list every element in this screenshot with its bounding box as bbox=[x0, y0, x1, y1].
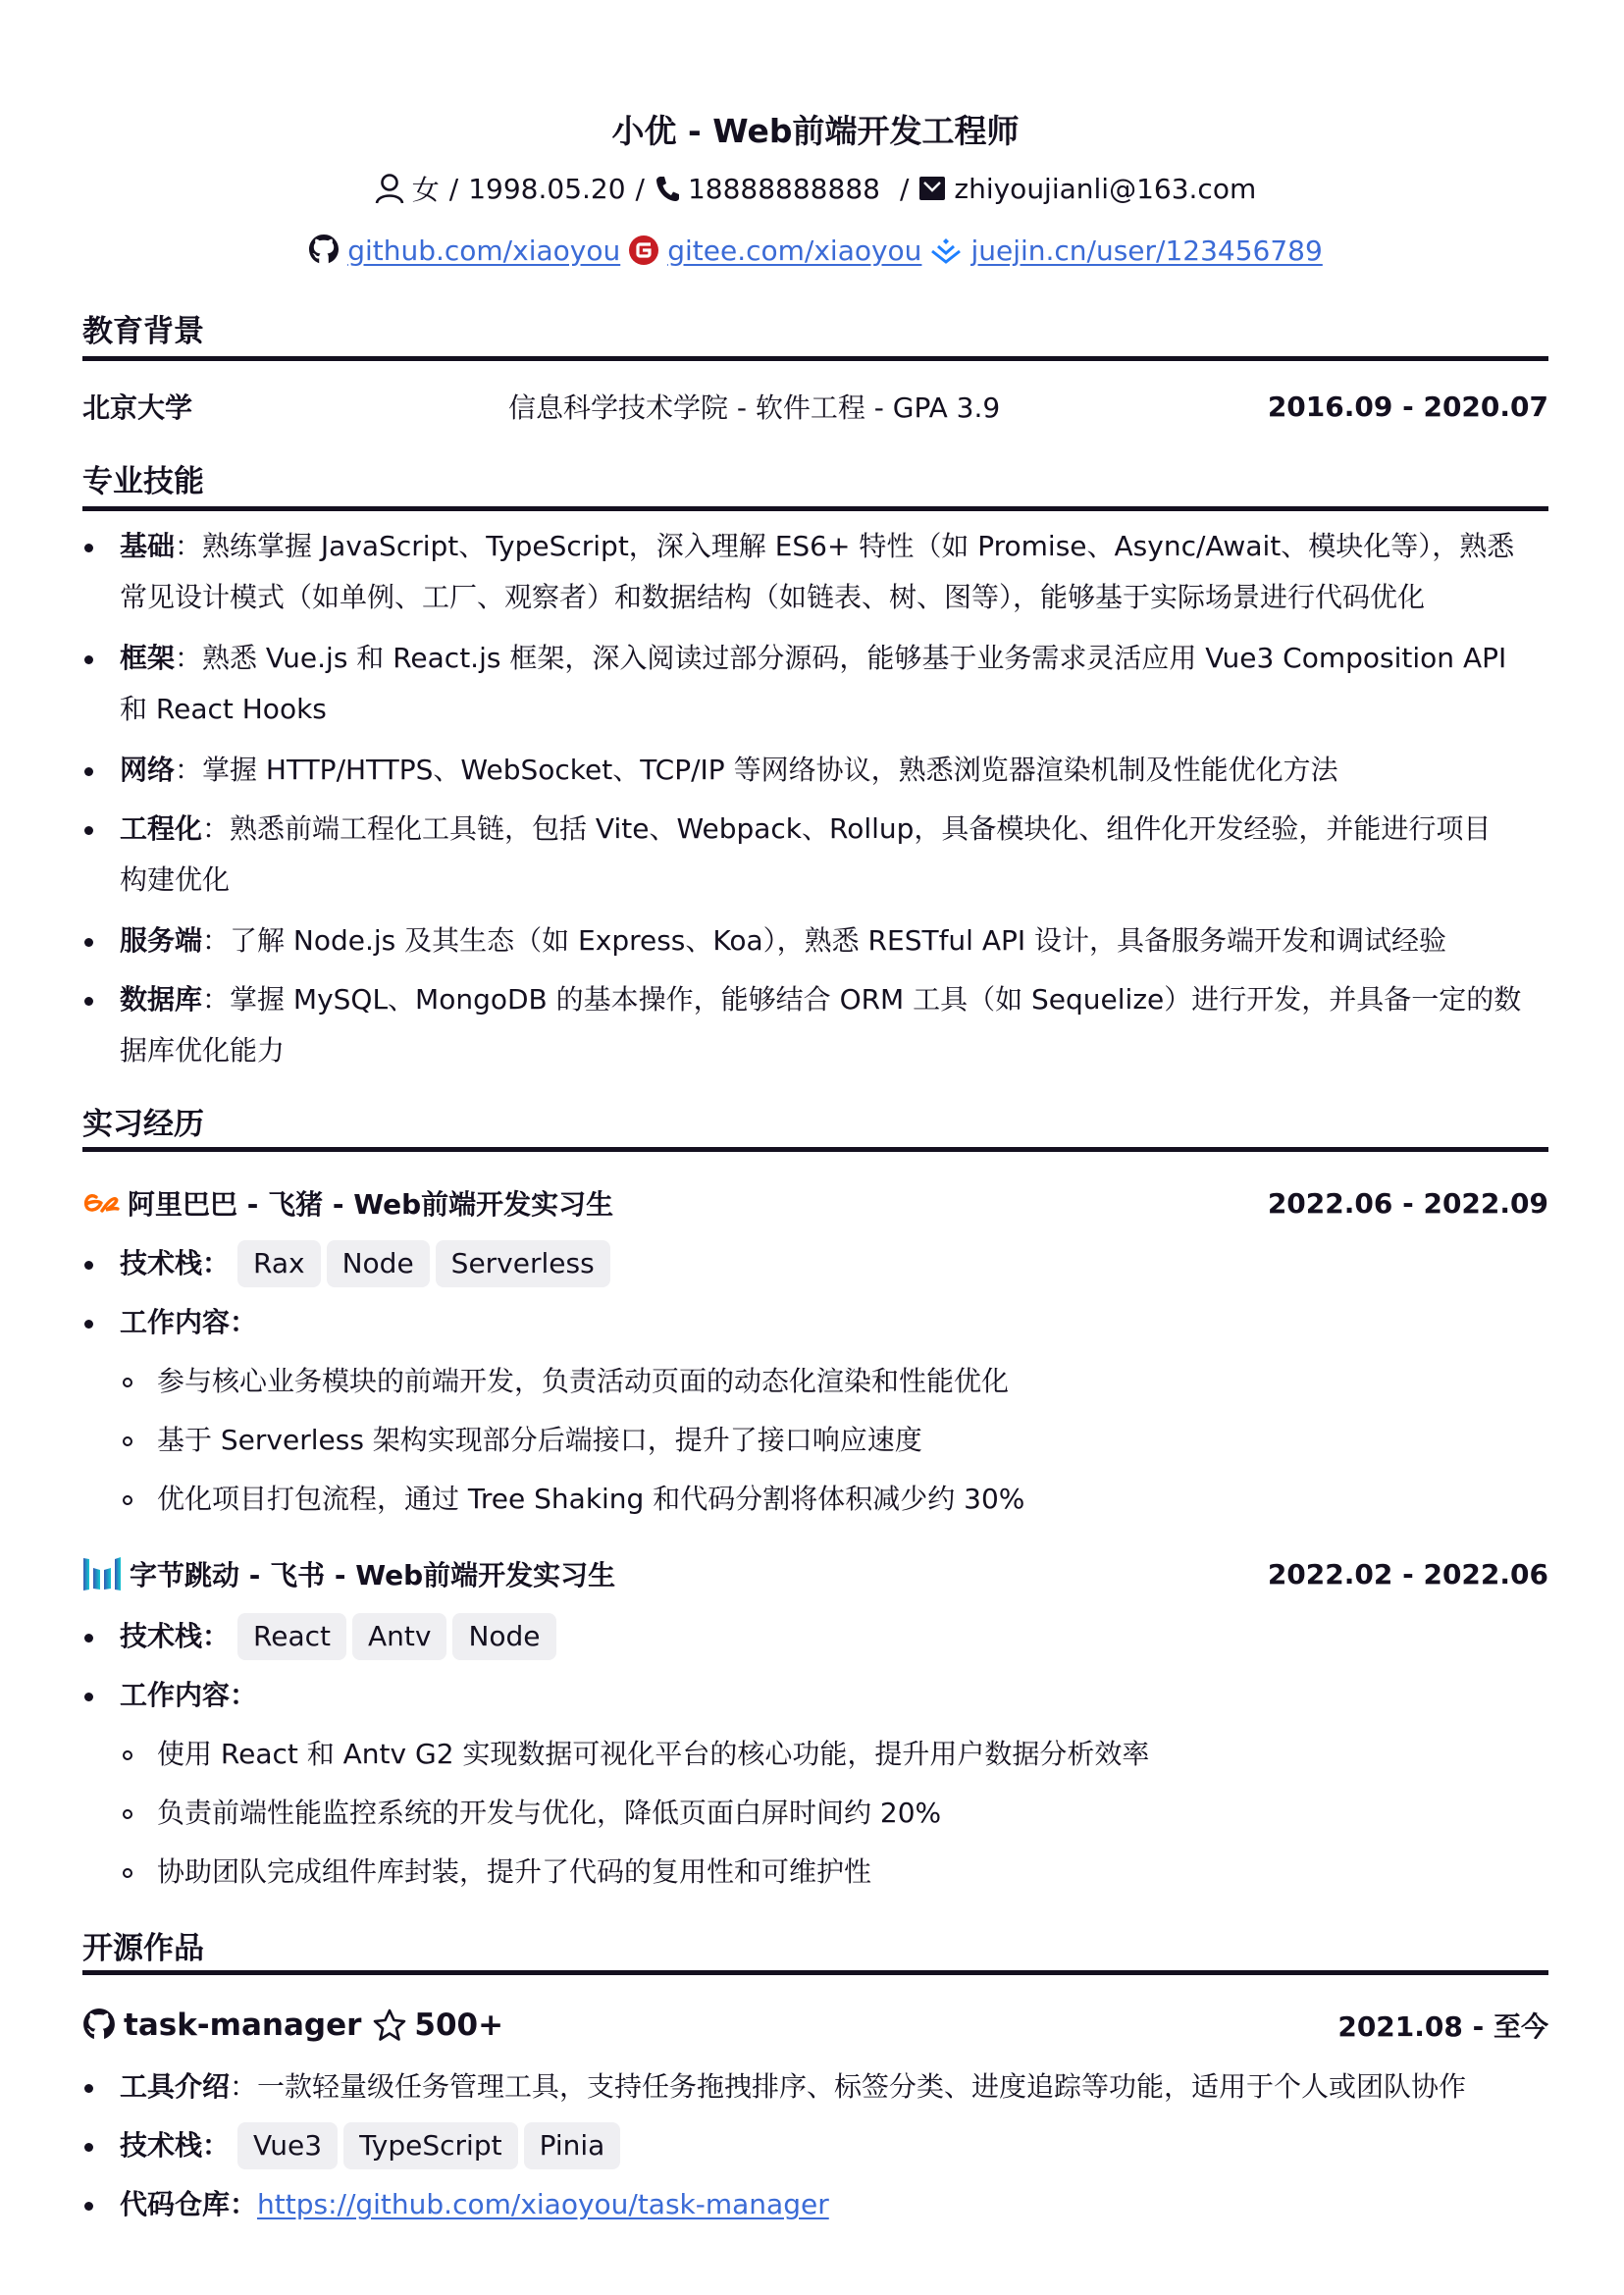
education-detail: 信息科学技术学院 - 软件工程 - GPA 3.9 bbox=[508, 391, 1001, 424]
repo-row: 代码仓库：https://github.com/xiaoyou/task-manager bbox=[82, 2179, 1548, 2230]
education-period: 2016.09 - 2020.07 bbox=[1267, 390, 1548, 423]
section-divider bbox=[82, 506, 1548, 511]
separator: / bbox=[899, 172, 910, 205]
tech-tag: TypeScript bbox=[343, 2122, 518, 2169]
contact-info bbox=[82, 169, 1548, 208]
profile-links bbox=[82, 234, 1548, 267]
juejin-link[interactable]: juejin.cn/user/123456789 bbox=[970, 234, 1323, 267]
name-title: 小优 - Web前端开发工程师 bbox=[611, 112, 1020, 150]
section-divider bbox=[82, 1147, 1548, 1152]
work-item: 协助团队完成组件库封装，提升了代码的复用性和可维护性 bbox=[120, 1847, 1548, 1898]
juejin-icon bbox=[929, 236, 963, 264]
gitee-link[interactable]: gitee.com/xiaoyou bbox=[667, 234, 922, 267]
email-icon bbox=[918, 176, 946, 201]
tech-tag: Antv bbox=[352, 1613, 446, 1660]
alibaba-logo-icon bbox=[82, 1191, 120, 1215]
github-icon bbox=[82, 2008, 116, 2043]
internship-period: 2022.06 - 2022.09 bbox=[1267, 1186, 1548, 1220]
skill-item: 服务端：了解 Node.js 及其生态（如 Express、Koa），熟悉 RESTful API 设计，具备服务端开发和调试经验 bbox=[82, 915, 1548, 966]
tech-stack-row: 技术栈： Rax Node Serverless bbox=[82, 1238, 1548, 1289]
education-row bbox=[82, 387, 1548, 426]
github-link[interactable]: github.com/xiaoyou bbox=[347, 234, 621, 267]
section-title-opensource: 开源作品 bbox=[82, 1931, 204, 1966]
star-count: 500+ bbox=[414, 2008, 504, 2043]
project-header bbox=[82, 2002, 1548, 2049]
tech-tag: Rax bbox=[237, 1240, 321, 1287]
work-item: 基于 Serverless 架构实现部分后端接口，提升了接口响应速度 bbox=[120, 1415, 1548, 1466]
user-icon bbox=[375, 173, 404, 204]
internship-title: 字节跳动 - 飞书 - Web前端开发实习生 bbox=[130, 1559, 616, 1591]
skill-item: 基础：熟练掌握 JavaScript、TypeScript，深入理解 ES6+ 特性（如 Promise、Async/Await、模块化等），熟悉 常见设计模式（如单例、工厂、观察者）和数据结构（如链表、树、图等），能够基于实际场景进行代码优化 bbox=[82, 521, 1548, 623]
work-item: 使用 React 和 Antv G2 实现数据可视化平台的核心功能，提升用户数据分析效率 bbox=[120, 1729, 1548, 1780]
tech-tag: Serverless bbox=[436, 1240, 610, 1287]
internship-title: 阿里巴巴 - 飞猪 - Web前端开发实习生 bbox=[128, 1188, 614, 1221]
tech-tag: Vue3 bbox=[237, 2122, 338, 2169]
internship-header bbox=[82, 1181, 1548, 1225]
gitee-icon bbox=[628, 235, 659, 266]
separator: / bbox=[448, 172, 459, 205]
internship-period: 2022.02 - 2022.06 bbox=[1267, 1557, 1548, 1591]
work-label-row: 工作内容： bbox=[82, 1297, 1548, 1348]
tech-tag: Node bbox=[452, 1613, 555, 1660]
skill-item: 数据库：掌握 MySQL、MongoDB 的基本操作，能够结合 ORM 工具（如 Sequelize）进行开发，并具备一定的数 据库优化能力 bbox=[82, 974, 1548, 1076]
work-item: 参与核心业务模块的前端开发，负责活动页面的动态化渲染和性能优化 bbox=[120, 1356, 1548, 1407]
section-divider bbox=[82, 356, 1548, 361]
skill-item: 网络：掌握 HTTP/HTTPS、WebSocket、TCP/IP 等网络协议，熟悉浏览器渲染机制及性能优化方法 bbox=[82, 745, 1548, 796]
project-period: 2021.08 - 至今 bbox=[1337, 2010, 1548, 2043]
work-item: 负责前端性能监控系统的开发与优化，降低页面白屏时间约 20% bbox=[120, 1788, 1548, 1839]
gender: 女 bbox=[411, 174, 440, 206]
phone-number: 18888888888 bbox=[687, 172, 880, 205]
tech-stack-row: 技术栈： React Antv Node bbox=[82, 1611, 1548, 1662]
work-item: 优化项目打包流程，通过 Tree Shaking 和代码分割将体积减少约 30% bbox=[120, 1474, 1548, 1525]
section-divider bbox=[82, 1970, 1548, 1975]
internship-header bbox=[82, 1552, 1548, 1595]
star-icon bbox=[373, 2008, 406, 2042]
separator: / bbox=[635, 172, 645, 205]
skill-item: 框架：熟悉 Vue.js 和 React.js 框架，深入阅读过部分源码，能够基于业务需求灵活应用 Vue3 Composition API 和 React Hooks bbox=[82, 633, 1548, 735]
tech-tag: Pinia bbox=[524, 2122, 621, 2169]
tech-tag: React bbox=[237, 1613, 346, 1660]
email-address: zhiyoujianli@163.com bbox=[954, 172, 1257, 205]
tech-tag: Node bbox=[327, 1240, 430, 1287]
github-icon bbox=[308, 234, 340, 267]
bytedance-logo-icon bbox=[82, 1556, 122, 1591]
section-title-internships: 实习经历 bbox=[82, 1107, 204, 1142]
section-title-skills: 专业技能 bbox=[82, 464, 204, 499]
skill-item: 工程化：熟悉前端工程化工具链，包括 Vite、Webpack、Rollup，具备模块化、组件化开发经验，并能进行项目 构建优化 bbox=[82, 804, 1548, 906]
phone-icon bbox=[655, 175, 680, 202]
work-label-row: 工作内容： bbox=[82, 1670, 1548, 1721]
birth-date: 1998.05.20 bbox=[468, 172, 626, 205]
repo-link[interactable]: https://github.com/xiaoyou/task-manager bbox=[257, 2188, 829, 2220]
section-title-education: 教育背景 bbox=[82, 314, 204, 349]
tech-stack-row: 技术栈： Vue3 TypeScript Pinia bbox=[82, 2120, 1548, 2171]
project-name[interactable]: task-manager bbox=[124, 2008, 362, 2043]
project-intro: 工具介绍：一款轻量级任务管理工具，支持任务拖拽排序、标签分类、进度追踪等功能，适用于个人或团队协作 bbox=[82, 2061, 1548, 2112]
school-name: 北京大学 bbox=[82, 391, 193, 424]
